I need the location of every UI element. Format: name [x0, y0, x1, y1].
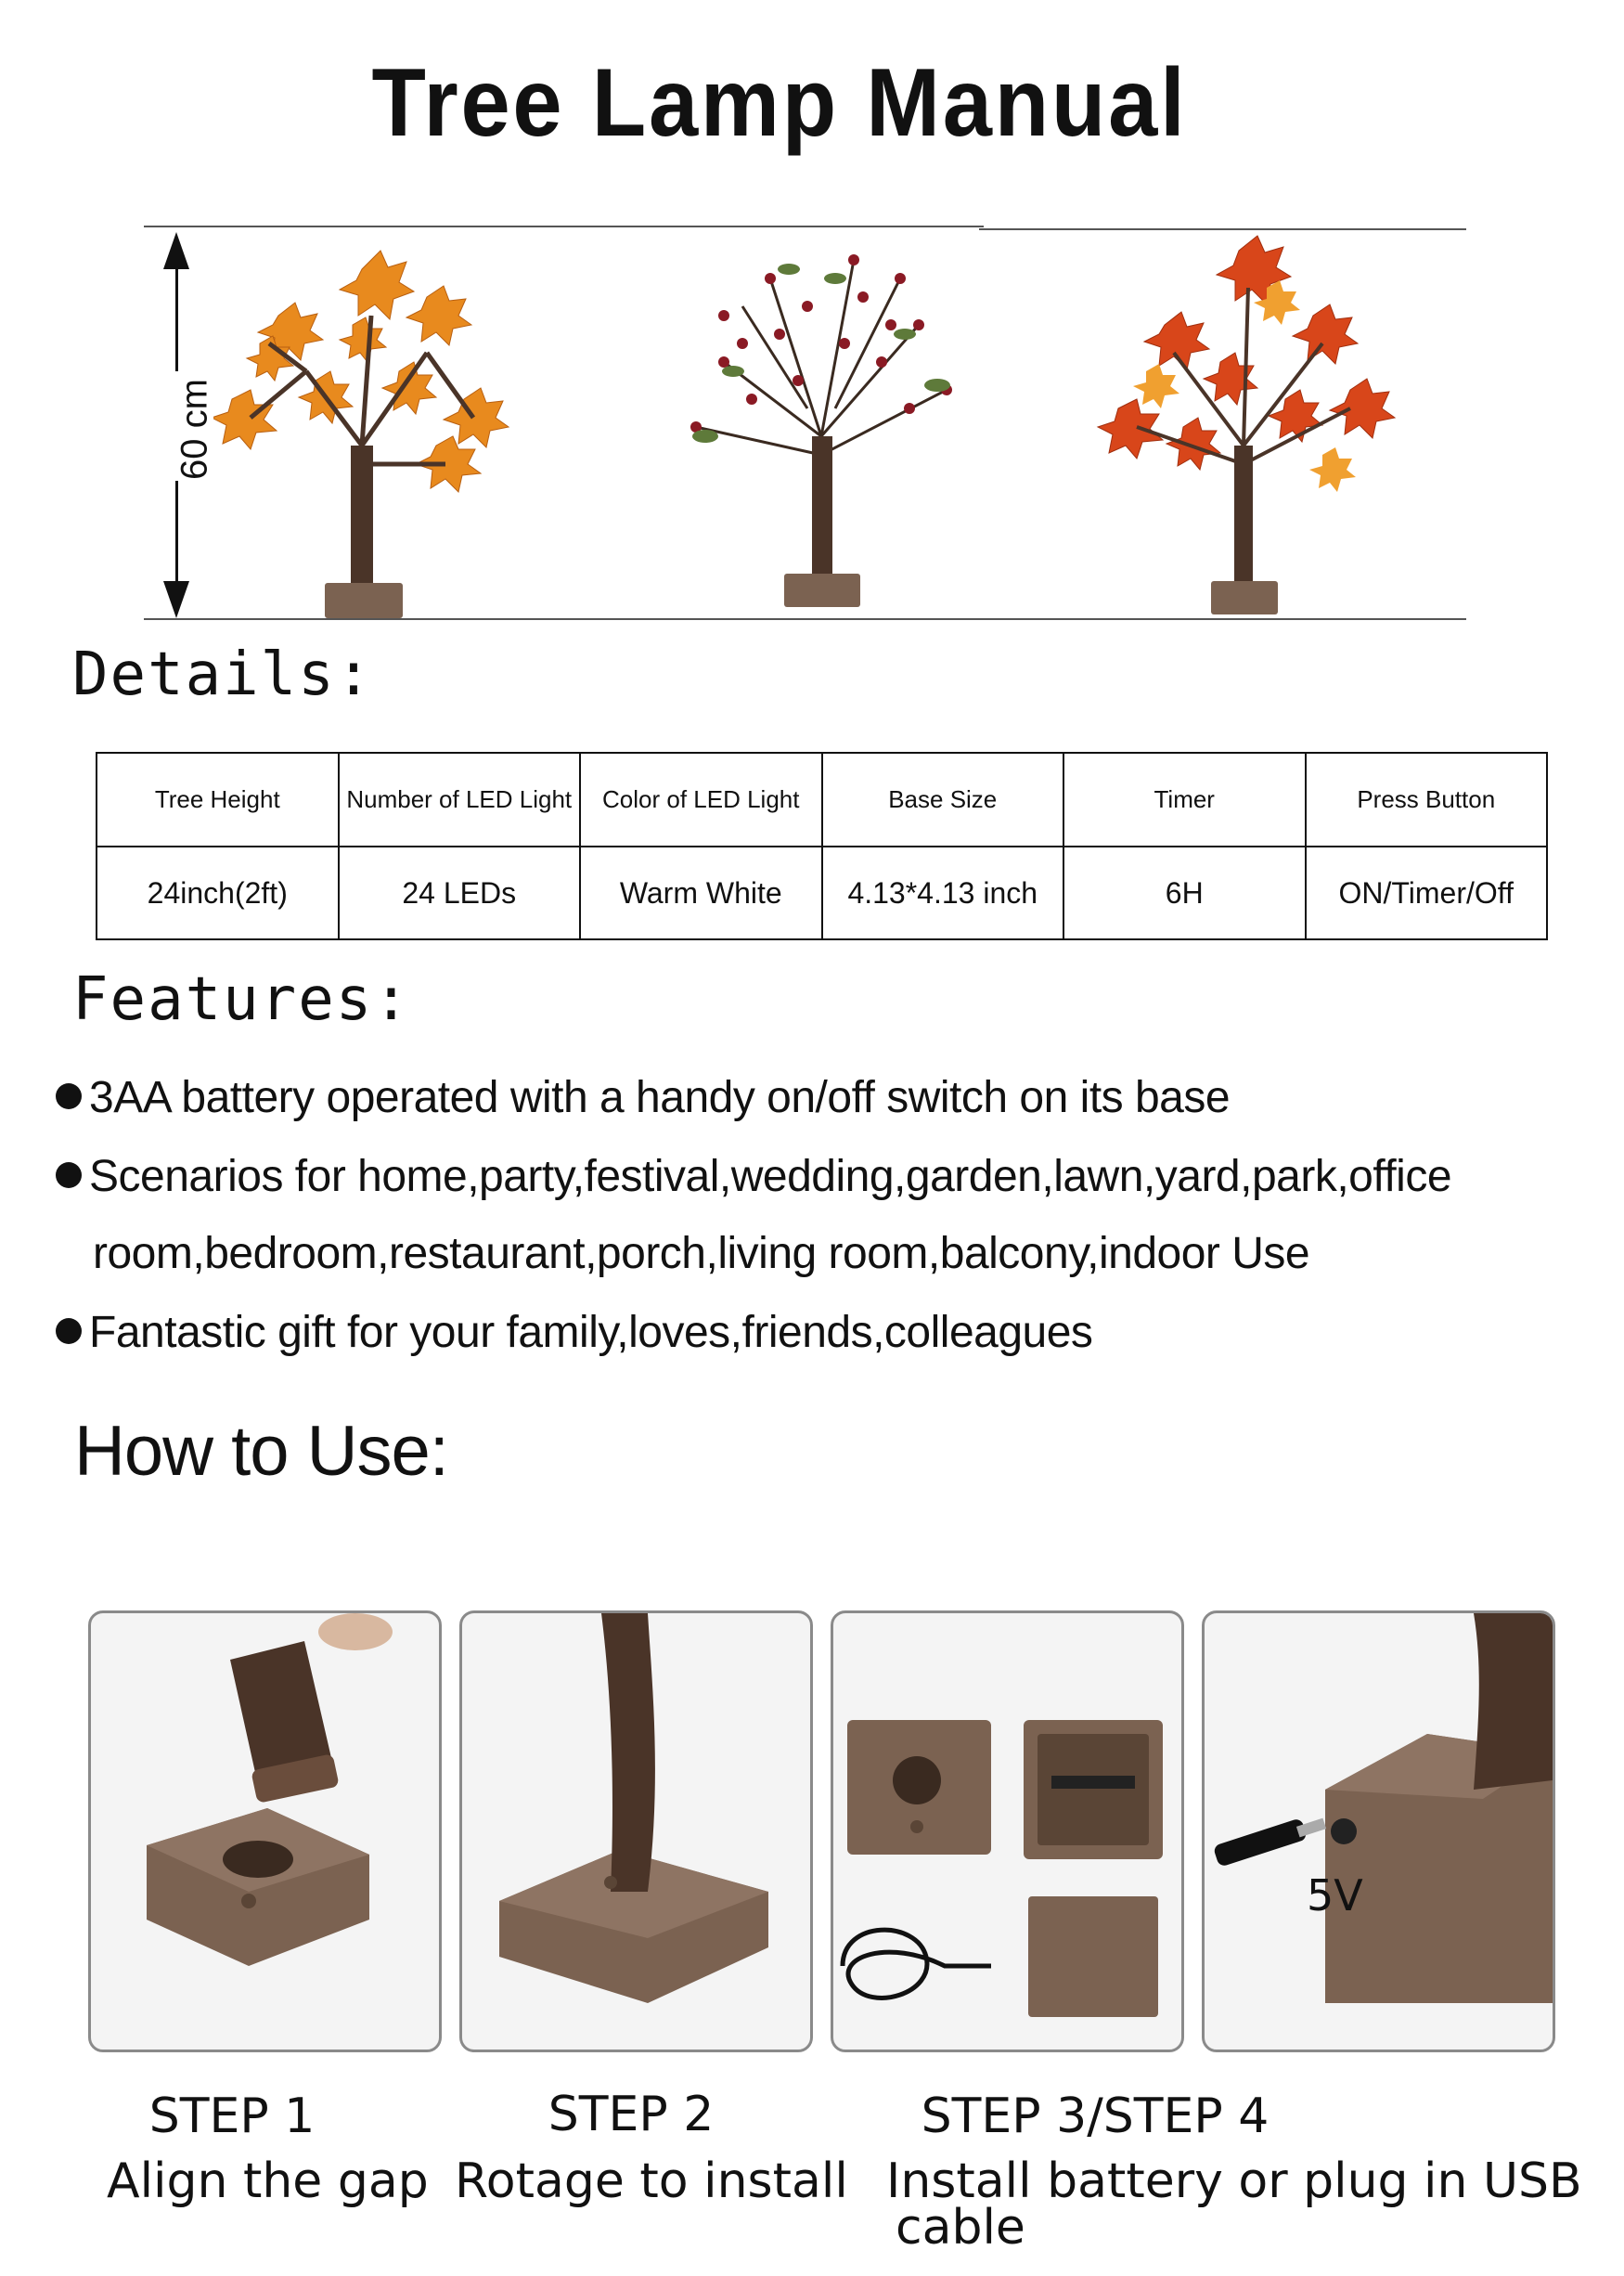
- table-cell: 4.13*4.13 inch: [822, 847, 1064, 939]
- table-header-cell: Base Size: [822, 753, 1064, 847]
- table-cell: 6H: [1063, 847, 1306, 939]
- details-table: [96, 752, 1548, 940]
- table-header-row: [97, 753, 1547, 847]
- maple-tree-red-image: [1090, 232, 1406, 622]
- bullet-icon: [56, 1162, 82, 1188]
- feature-item: [56, 1072, 1230, 1123]
- step4-photo: [1202, 1610, 1555, 2052]
- page-title: Tree Lamp Manual: [371, 49, 1188, 157]
- table-cell: 24inch(2ft): [97, 847, 339, 939]
- height-dimension-label: 60 cm: [174, 379, 215, 480]
- step2-title: STEP 2: [548, 2087, 715, 2142]
- feature-text: Scenarios for home,party,festival,wedding,garden,lawn,yard,park,office: [89, 1152, 1452, 1201]
- step1-description: Align the gap: [107, 2153, 429, 2209]
- voltage-label: 5V: [1307, 1870, 1363, 1920]
- arrow-up-icon: [163, 232, 189, 269]
- table-cell: Warm White: [580, 847, 822, 939]
- bullet-icon: [56, 1318, 82, 1344]
- table-row: [97, 847, 1547, 939]
- table-header-cell: Number of LED Light: [339, 753, 581, 847]
- table-header-cell: Color of LED Light: [580, 753, 822, 847]
- step2-photo: [459, 1610, 813, 2052]
- feature-text: 3AA battery operated with a handy on/off switch on its base: [89, 1073, 1231, 1122]
- feature-item-continued: [93, 1228, 1309, 1279]
- step1-title: STEP 1: [148, 2088, 316, 2144]
- table-header-cell: Tree Height: [97, 753, 339, 847]
- berry-tree-image: [668, 223, 974, 622]
- how-to-use-heading: How to Use:: [74, 1412, 448, 1491]
- table-cell: 24 LEDs: [339, 847, 581, 939]
- top-guide-line: [979, 228, 1466, 230]
- feature-text: room,bedroom,restaurant,porch,living room,balcony,indoor Use: [93, 1229, 1310, 1278]
- maple-tree-orange-image: [213, 232, 520, 622]
- table-cell: ON/Timer/Off: [1306, 847, 1548, 939]
- step1-photo: [88, 1610, 442, 2052]
- bullet-icon: [56, 1083, 82, 1109]
- details-heading: Details:: [72, 640, 374, 709]
- feature-text: Fantastic gift for your family,loves,friends,colleagues: [89, 1308, 1093, 1357]
- step3-photo: [831, 1610, 1184, 2052]
- arrow-down-icon: [163, 581, 189, 618]
- features-heading: Features:: [72, 965, 411, 1034]
- step3-title: STEP 3/STEP 4: [921, 2088, 1270, 2144]
- table-header-cell: Timer: [1063, 753, 1306, 847]
- step3-description: Install battery or plug in USB: [886, 2153, 1582, 2209]
- feature-item: [56, 1151, 1451, 1202]
- step3-description-line2: cable: [896, 2200, 1025, 2256]
- feature-item: [56, 1307, 1092, 1358]
- tree-figure: [139, 223, 1466, 631]
- step2-description: Rotage to install: [455, 2153, 848, 2209]
- table-header-cell: Press Button: [1306, 753, 1548, 847]
